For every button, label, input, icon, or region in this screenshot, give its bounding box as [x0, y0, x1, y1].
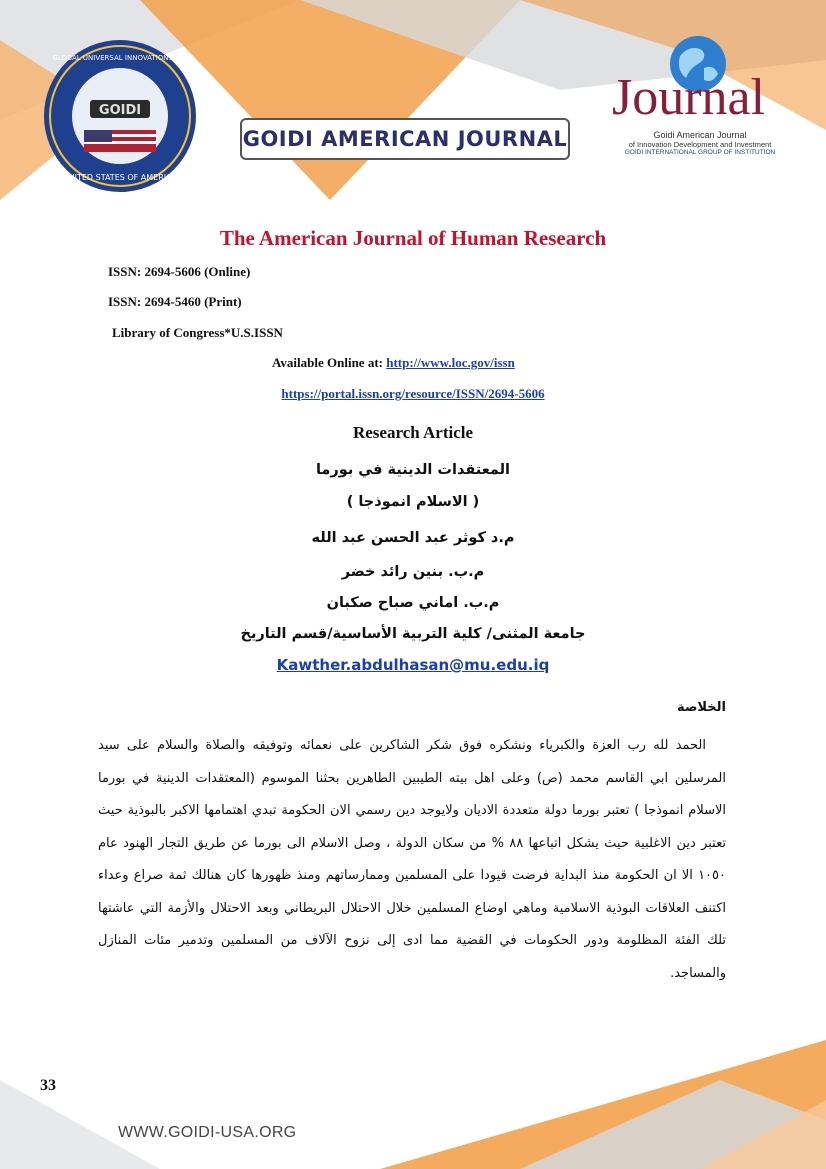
journal-title: The American Journal of Human Research: [219, 226, 607, 250]
loc-issn-link[interactable]: http://www.loc.gov/issn: [386, 355, 515, 370]
affiliation: جامعة المثنى/ كلية التربية الأساسية/قسم التاريخ: [240, 626, 586, 642]
banner-text: GOIDI AMERICAN JOURNAL: [242, 127, 568, 151]
goidi-seal-logo: [42, 38, 198, 194]
journal-logo-word: Journal: [612, 69, 766, 126]
seal-ring-text: GLOBAL UNIVERSAL INNOVATIONS INC: [52, 54, 188, 62]
abstract-text: الحمد لله رب العزة والكبرياء ونشكره فوق شكر الشاكرين على نعمائه وتوفيقه والصلاة والسلام على سيد المرسلين ابي القاسم محمد (ص) وعلى اهل بيته الطيبين الطاهرين بحثنا الموسوم (المعتقدات الدينية في بورما الاسلام انموذجا ) تعتبر بورما دولة متعددة الاديان ولايوجد دين رسمي الان الحكومة تبدي اهتمامها الاكبر بالبوذية حيث تعتبر دين الاغلبية حيث يشكل اتباعها ٨٨ % من سكان الدولة ، وصل الاسلام الى بورما عن طريق التجار الهنود عام ١٠٥٠ الا ان الحكومة منذ البداية فرضت قيودا على المسلمين وممارساتهم ومنذ ظهورها كان هنالك ثمة صراع وعداء اكتنف العلاقات البوذية الاسلامية وماهي اوضاع المسلمين خلال الاحتلال البريطاني وبعد الاحتلال والأزمة التي عاشتها تلك الفئة المظلومة ودور الحكومات في القضية مما ادى إلى نزوح الآلاف من المسلمين وتدمير مئات المنازل والمساجد.: [98, 738, 726, 981]
footer-website[interactable]: WWW.GOIDI-USA.ORG: [118, 1124, 297, 1141]
author-2: م.ب. بنين رائد خضر: [341, 564, 485, 580]
issn-online: ISSN: 2694-5606 (Online): [108, 264, 251, 279]
available-label: Available Online at:: [272, 355, 387, 370]
portal-issn-link[interactable]: https://portal.issn.org/resource/ISSN/2694-5606: [281, 386, 545, 401]
author-email-link[interactable]: Kawther.abdulhasan@mu.edu.iq: [276, 656, 550, 674]
journal-logo-line3: GOIDI INTERNATIONAL GROUP OF INSTITUTION: [624, 149, 776, 156]
available-online: [272, 355, 515, 371]
journal-logo-line1: Goidi American Journal: [653, 130, 747, 140]
journal-logo-caption: [600, 130, 800, 156]
abstract-heading: الخلاصة: [676, 700, 726, 715]
article-type: Research Article: [352, 423, 474, 442]
page-number: 33: [40, 1077, 56, 1094]
article-subtitle: ( الاسلام انموذجا ): [346, 494, 480, 510]
issn-print: ISSN: 2694-5460 (Print): [108, 294, 242, 309]
journal-logo-line2: of Innovation Development and Investment: [628, 140, 772, 149]
seal-ring-text-bottom: UNITED STATES OF AMERICA: [62, 173, 178, 182]
author-3: م.ب. اماني صباح صكبان: [326, 595, 500, 611]
library-of-congress: Library of Congress*U.S.ISSN: [112, 325, 283, 340]
seal-brand-text: GOIDI: [98, 103, 142, 118]
journal-banner: [240, 118, 570, 160]
author-1: م.د كوثر عبد الحسن عبد الله: [311, 530, 515, 546]
article-title: المعتقدات الدينية في بورما: [315, 462, 511, 478]
